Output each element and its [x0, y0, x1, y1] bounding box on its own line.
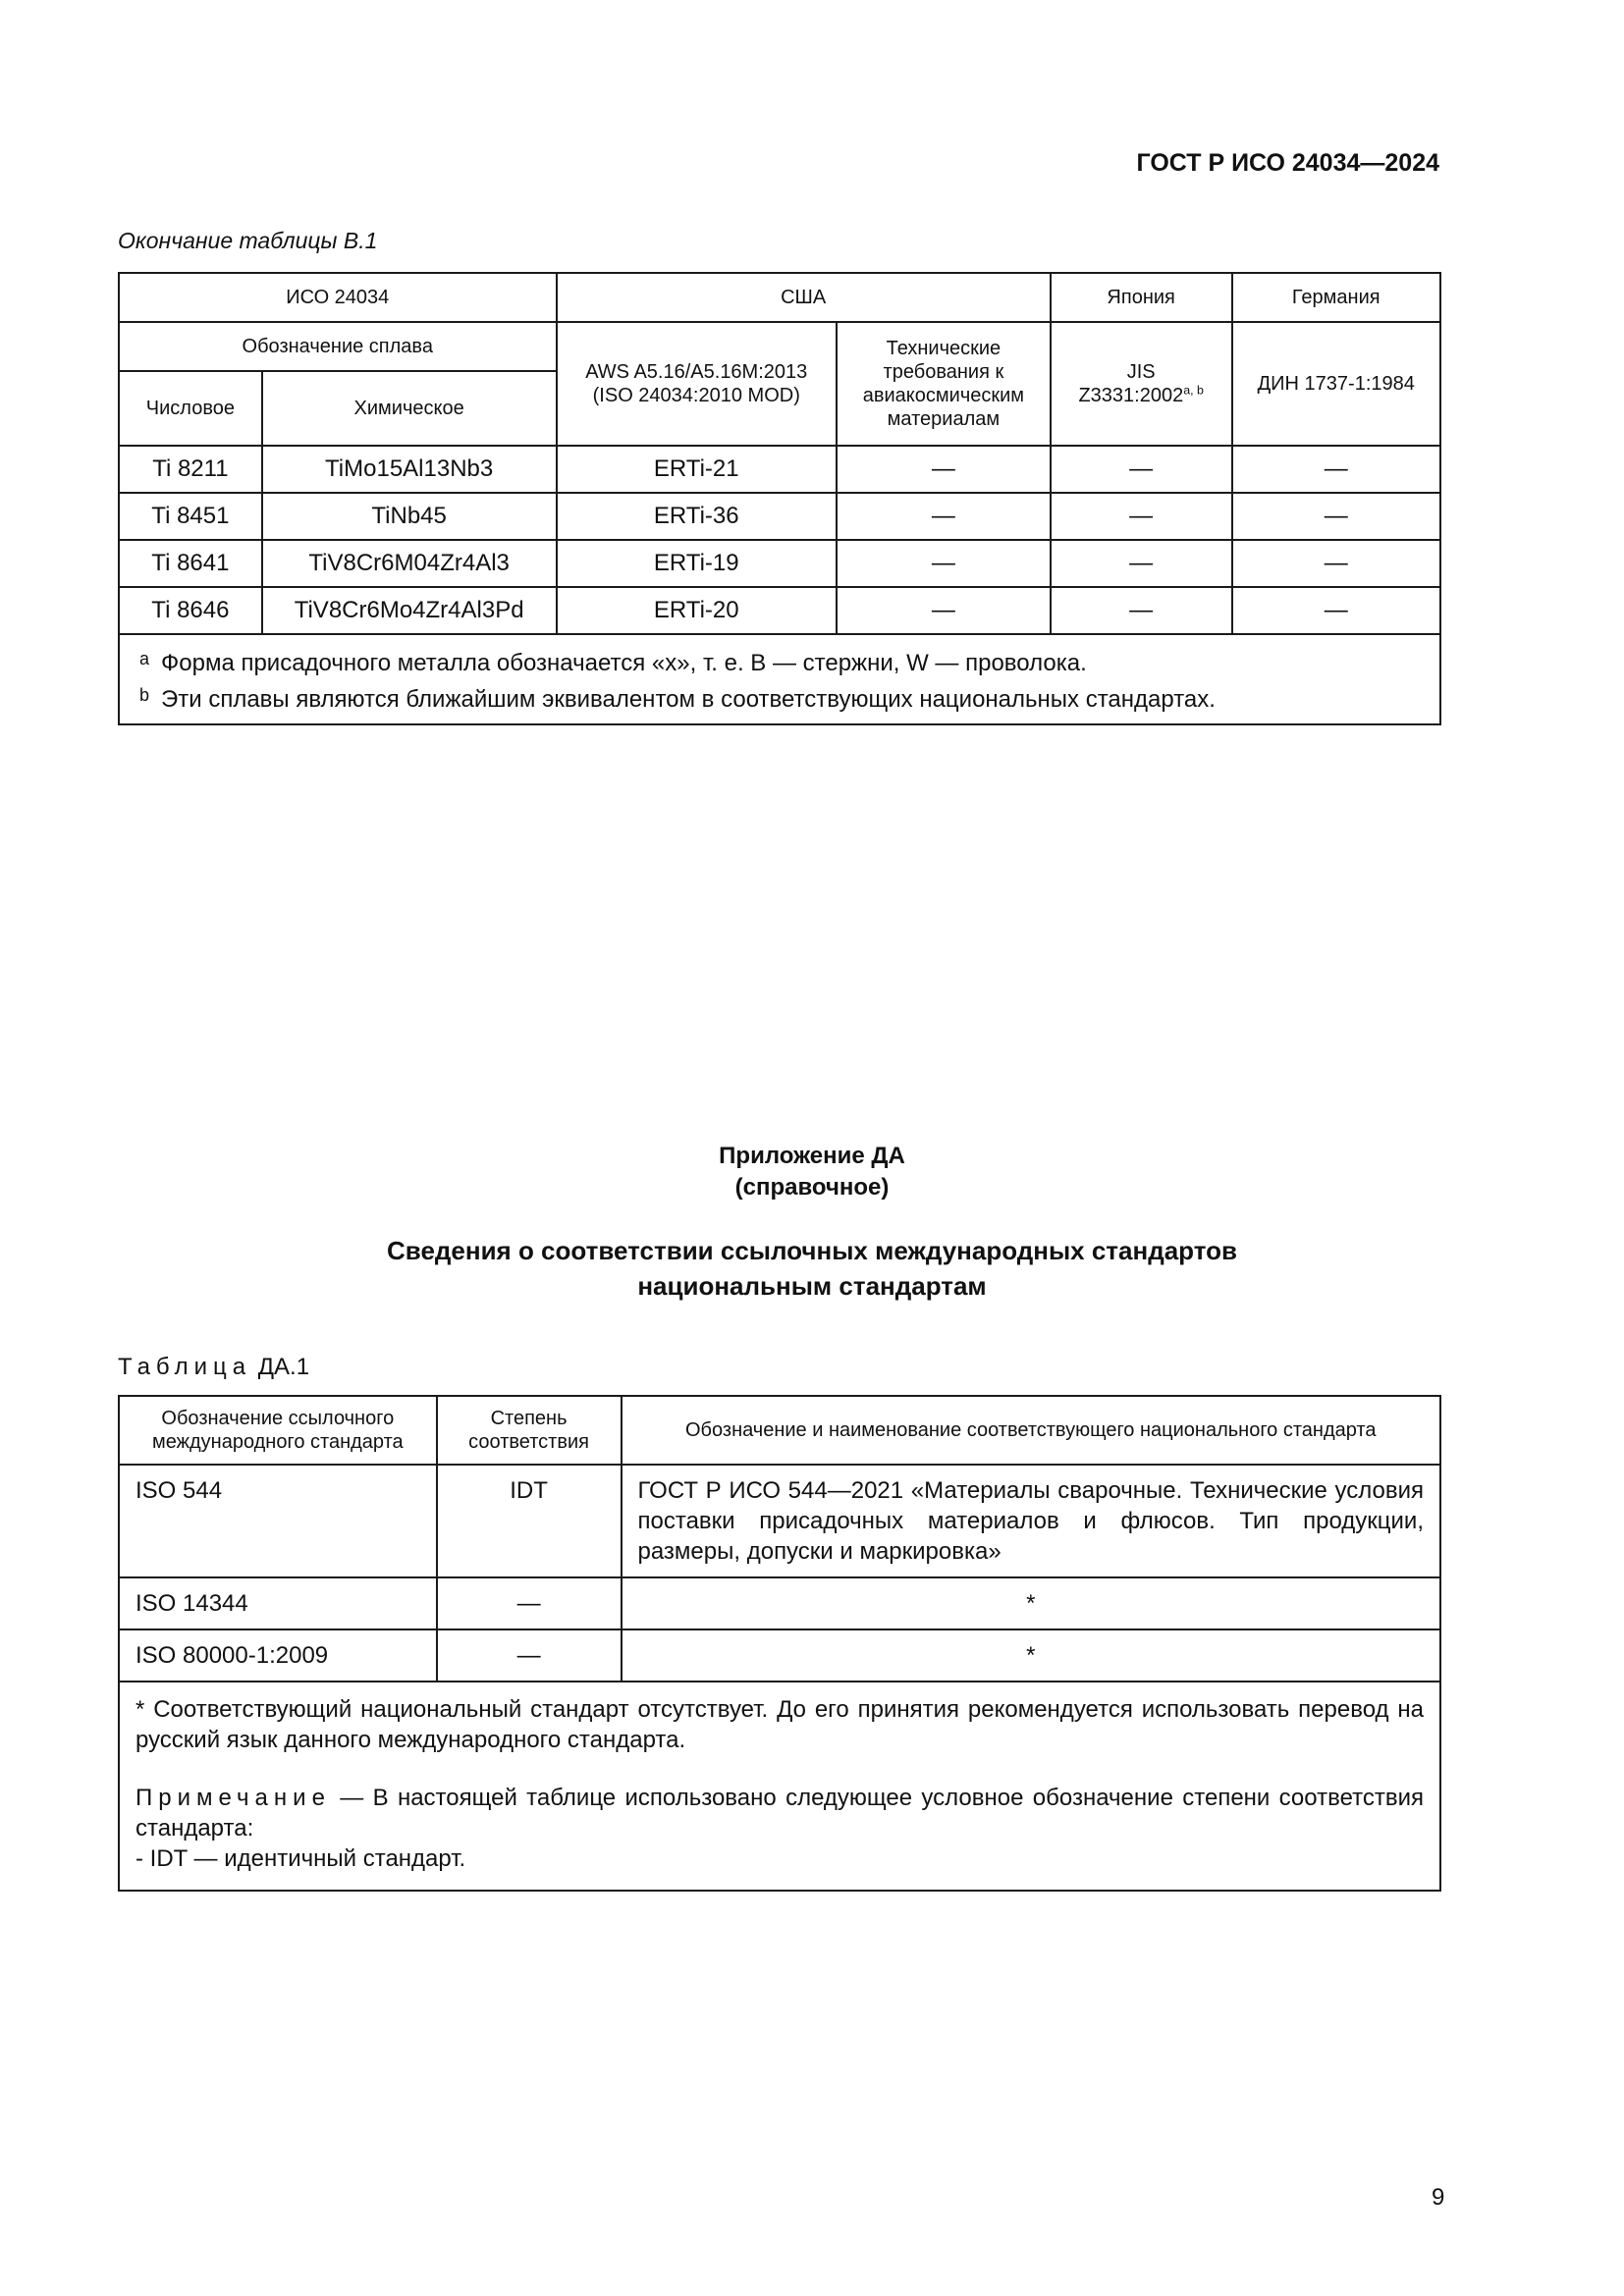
header-alloy-designation: Обозначение сплава	[119, 322, 557, 371]
cell-jis: —	[1051, 540, 1232, 587]
cell-aws: ERTi-36	[557, 493, 838, 540]
footnote-b	[139, 679, 1430, 716]
note-label: Примечание	[135, 1785, 331, 1811]
header-germany: Германия	[1232, 273, 1440, 322]
appendix-heading-line2: национальным стандартам	[637, 1271, 987, 1301]
footnote-star: * Соответствующий национальный стандарт отсутствует. До его принятия рекомендуется использовать перевод на русский язык данного международного стандарта.	[135, 1696, 1424, 1753]
table-row	[119, 446, 1440, 493]
cell-ref: ISO 544	[119, 1465, 437, 1577]
cell-numeric: Ti 8641	[119, 540, 262, 587]
table-row	[119, 587, 1440, 634]
cell-degree: IDT	[437, 1465, 622, 1577]
cell-chemical: TiV8Cr6Mo4Zr4Al3Pd	[262, 587, 557, 634]
table-label	[118, 1354, 309, 1381]
header-jis-footnote-marks: a, b	[1183, 383, 1204, 398]
footnote-text: Форма присадочного металла обозначается «х», т. е. В — стержни, W — проволока.	[161, 650, 1087, 676]
table-row	[119, 540, 1440, 587]
table-row	[119, 1629, 1440, 1682]
table-row	[119, 1577, 1440, 1629]
cell-jis: —	[1051, 493, 1232, 540]
note-text: — В настоящей таблице использовано следующее условное обозначение степени соответствия стандарта:	[135, 1785, 1424, 1842]
cell-aerospace: —	[837, 446, 1051, 493]
cell-degree: —	[437, 1629, 622, 1682]
cell-din: —	[1232, 540, 1440, 587]
table-label-word: Таблица	[118, 1354, 252, 1380]
header-usa: США	[557, 273, 1051, 322]
header-degree: Степень соответствия	[437, 1396, 622, 1465]
cell-degree: —	[437, 1577, 622, 1629]
header-jis-line1: JIS	[1126, 361, 1156, 383]
table-footnotes	[119, 634, 1440, 724]
table-note	[135, 1783, 1424, 1843]
cell-national: ГОСТ Р ИСО 544—2021 «Материалы сварочные. Технические условия поставки присадочных материалов и флюсов. Тип продукции, размеры, допуски и маркировка»	[622, 1465, 1441, 1577]
header-aerospace: Технические требования к авиакосмическим материалам	[837, 322, 1051, 446]
cell-national: *	[622, 1577, 1441, 1629]
cell-jis: —	[1051, 446, 1232, 493]
header-national: Обозначение и наименование соответствующего национального стандарта	[622, 1396, 1441, 1465]
cell-din: —	[1232, 587, 1440, 634]
cell-din: —	[1232, 493, 1440, 540]
appendix-status: (справочное)	[734, 1174, 890, 1201]
header-jis-line2: Z3331:2002	[1078, 385, 1184, 406]
header-jis	[1051, 322, 1232, 446]
header-chemical: Химическое	[262, 371, 557, 446]
cell-aws: ERTi-19	[557, 540, 838, 587]
header-iso: ИСО 24034	[119, 273, 557, 322]
footnote-text: Эти сплавы являются ближайшим эквивалентом в соответствующих национальных стандартах.	[161, 686, 1216, 713]
cell-ref: ISO 14344	[119, 1577, 437, 1629]
appendix-heading-line1: Сведения о соответствии ссылочных международных стандартов	[387, 1236, 1237, 1265]
cell-numeric: Ti 8451	[119, 493, 262, 540]
header-numeric: Числовое	[119, 371, 262, 446]
standards-correspondence-table	[118, 1395, 1441, 1892]
table-continuation-caption: Окончание таблицы В.1	[118, 228, 378, 253]
cell-ref: ISO 80000-1:2009	[119, 1629, 437, 1682]
alloy-equivalents-table	[118, 272, 1441, 725]
footnote-mark: b	[139, 685, 150, 705]
cell-aws: ERTi-20	[557, 587, 838, 634]
appendix-heading	[0, 1233, 1624, 1304]
note-item: - IDT — идентичный стандарт.	[135, 1845, 466, 1872]
cell-aerospace: —	[837, 540, 1051, 587]
table-row	[119, 1465, 1440, 1577]
cell-jis: —	[1051, 587, 1232, 634]
cell-aerospace: —	[837, 587, 1051, 634]
cell-numeric: Ti 8646	[119, 587, 262, 634]
footnote-mark: a	[139, 649, 150, 668]
cell-aws: ERTi-21	[557, 446, 838, 493]
header-ref-standard: Обозначение ссылочного международного стандарта	[119, 1396, 437, 1465]
table-label-number: ДА.1	[257, 1354, 310, 1380]
cell-national: *	[622, 1629, 1441, 1682]
header-aws: AWS A5.16/A5.16M:2013 (ISO 24034:2010 MOD)	[557, 322, 838, 446]
cell-din: —	[1232, 446, 1440, 493]
footnote-a	[139, 643, 1430, 679]
header-din: ДИН 1737-1:1984	[1232, 322, 1440, 446]
cell-chemical: TiNb45	[262, 493, 557, 540]
appendix-title	[0, 1141, 1624, 1203]
table-row	[119, 493, 1440, 540]
appendix-name: Приложение ДА	[719, 1143, 905, 1169]
page-number: 9	[1432, 2184, 1445, 2211]
cell-chemical: TiMo15Al13Nb3	[262, 446, 557, 493]
cell-chemical: TiV8Cr6M04Zr4Al3	[262, 540, 557, 587]
cell-numeric: Ti 8211	[119, 446, 262, 493]
cell-aerospace: —	[837, 493, 1051, 540]
standard-designation: ГОСТ Р ИСО 24034—2024	[1136, 149, 1439, 177]
table-footer	[119, 1682, 1440, 1891]
header-japan: Япония	[1051, 273, 1232, 322]
